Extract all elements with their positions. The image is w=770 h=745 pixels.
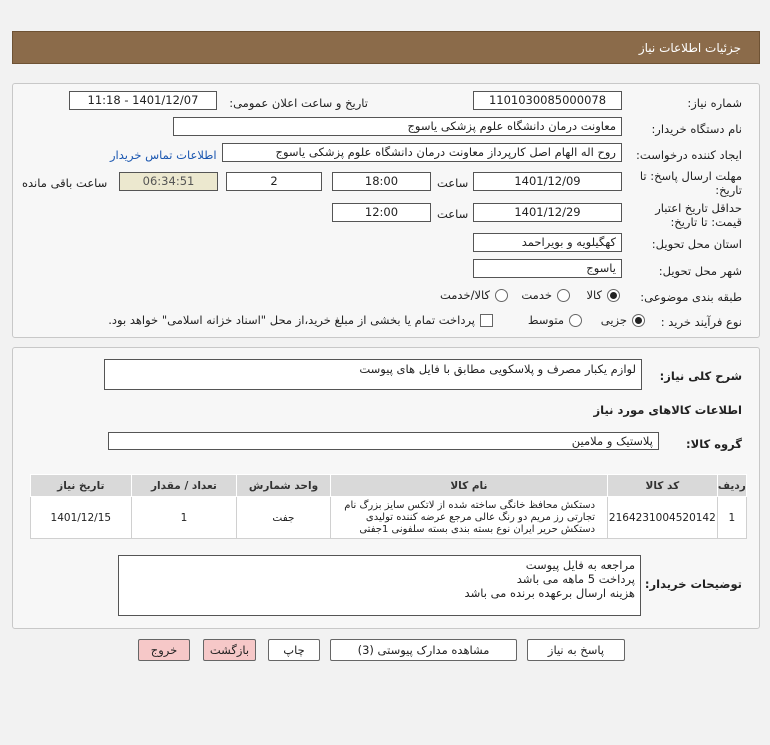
category-option-service[interactable]: خدمت bbox=[521, 288, 570, 302]
cell-name bbox=[330, 497, 607, 539]
buyer-contact-link[interactable]: اطلاعات تماس خریدار bbox=[110, 148, 217, 162]
table-row bbox=[31, 497, 747, 539]
purchase-option-minor[interactable]: جزیی bbox=[601, 313, 645, 327]
city-label: شهر محل تحویل: bbox=[658, 264, 742, 278]
buyer-notes-label: توضیحات خریدار: bbox=[644, 577, 742, 591]
reply-deadline-label: مهلت ارسال پاسخ: تا bbox=[639, 169, 742, 183]
category-option-goods-service[interactable]: کالا/خدمت bbox=[440, 288, 508, 302]
radio-goods-service[interactable] bbox=[495, 289, 508, 302]
print-button[interactable]: چاپ bbox=[268, 639, 320, 661]
back-button[interactable]: بازگشت bbox=[203, 639, 256, 661]
goods-section-title: اطلاعات کالاهای مورد نیاز bbox=[593, 403, 742, 417]
treasury-checkbox[interactable] bbox=[480, 314, 493, 327]
cell-name-line: تجارتی رز مریم دو رنگ عالی مرجع عرضه کننده تولیدی bbox=[365, 511, 596, 523]
col-index: ردیف bbox=[717, 475, 746, 497]
buyer-notes-field bbox=[118, 555, 641, 616]
summary-label: شرح کلی نیاز: bbox=[659, 369, 742, 383]
col-code: کد کالا bbox=[608, 475, 718, 497]
remaining-time-field: 06:34:51 bbox=[119, 172, 218, 191]
buyer-note-line: پرداخت 5 ماهه می باشد bbox=[516, 572, 635, 586]
cell-name-line: دستکش حریر ایران نوع بسته بندی بسته سلفونی 1جفتی bbox=[359, 523, 596, 535]
days-field: 2 bbox=[226, 172, 322, 191]
need-number-label: شماره نیاز: bbox=[687, 96, 742, 110]
exit-button[interactable]: خروج bbox=[138, 639, 190, 661]
col-unit: واحد شمارش bbox=[237, 475, 330, 497]
buyer-note-line: هزینه ارسال برعهده برنده می باشد bbox=[464, 586, 635, 600]
announce-field: 1401/12/07 - 11:18 bbox=[69, 91, 217, 110]
creator-label: ایجاد کننده درخواست: bbox=[636, 148, 742, 162]
cell-name-line: دستکش محافظ خانگی ساخته شده از لاتکس سایز بزرگ نام bbox=[344, 499, 596, 511]
creator-field: روح اله الهام اصل کارپرداز معاونت درمان دانشگاه علوم پزشکی یاسوج bbox=[222, 143, 622, 162]
purchase-type-label: نوع فرآیند خرید : bbox=[660, 315, 742, 329]
purchase-option-medium[interactable]: متوسط bbox=[528, 313, 582, 327]
category-label: طبقه بندی موضوعی: bbox=[640, 290, 742, 304]
need-number-field: 1101030085000078 bbox=[473, 91, 622, 110]
validity-time-field: 12:00 bbox=[332, 203, 431, 222]
reply-button[interactable]: پاسخ به نیاز bbox=[527, 639, 625, 661]
summary-field: لوازم یکبار مصرف و پلاسکویی مطابق با فایل های پیوست bbox=[104, 359, 642, 390]
table-header-row bbox=[31, 475, 747, 497]
page-title: جزئیات اطلاعات نیاز bbox=[638, 41, 741, 55]
buyer-note-line: مراجعه به فایل پیوست bbox=[525, 558, 635, 572]
cell-qty: 1 bbox=[131, 497, 237, 539]
col-qty: تعداد / مقدار bbox=[131, 475, 237, 497]
validity-label-2: قیمت: تا تاریخ: bbox=[670, 215, 742, 229]
reply-date-field: 1401/12/09 bbox=[473, 172, 622, 191]
cell-date: 1401/12/15 bbox=[31, 497, 132, 539]
buyer-org-label: نام دستگاه خریدار: bbox=[651, 122, 742, 136]
attachments-button[interactable]: مشاهده مدارک پیوستی (3) bbox=[330, 639, 517, 661]
treasury-payment-option[interactable]: پرداخت تمام یا بخشی از مبلغ خرید،از محل "اسناد خزانه اسلامی" خواهد بود. bbox=[108, 313, 493, 327]
col-date: تاریخ نیاز bbox=[31, 475, 132, 497]
cell-index: 1 bbox=[717, 497, 746, 539]
reply-time-label: ساعت bbox=[437, 176, 469, 190]
reply-deadline-label-2: تاریخ: bbox=[715, 183, 742, 197]
validity-time-label: ساعت bbox=[437, 207, 469, 221]
radio-service[interactable] bbox=[557, 289, 570, 302]
radio-goods[interactable] bbox=[607, 289, 620, 302]
col-name: نام کالا bbox=[330, 475, 607, 497]
validity-date-field: 1401/12/29 bbox=[473, 203, 622, 222]
goods-group-field: پلاستیک و ملامین bbox=[108, 432, 659, 450]
goods-table bbox=[30, 474, 747, 539]
page-header bbox=[12, 31, 760, 64]
radio-minor[interactable] bbox=[632, 314, 645, 327]
announce-label: تاریخ و ساعت اعلان عمومی: bbox=[229, 96, 368, 110]
goods-group-label: گروه کالا: bbox=[686, 437, 742, 451]
cell-unit: جفت bbox=[237, 497, 330, 539]
radio-medium[interactable] bbox=[569, 314, 582, 327]
category-option-goods[interactable]: کالا bbox=[586, 288, 620, 302]
remaining-time-label: ساعت باقی مانده bbox=[22, 176, 108, 190]
province-label: استان محل تحویل: bbox=[651, 237, 742, 251]
goods-table-wrapper bbox=[30, 474, 747, 539]
cell-code: 2164231004520142 bbox=[608, 497, 718, 539]
city-field: یاسوج bbox=[473, 259, 622, 278]
buyer-org-field: معاونت درمان دانشگاه علوم پزشکی یاسوج bbox=[173, 117, 622, 136]
province-field: کهگیلویه و بویراحمد bbox=[473, 233, 622, 252]
validity-label: حداقل تاریخ اعتبار bbox=[655, 201, 742, 215]
reply-time-field: 18:00 bbox=[332, 172, 431, 191]
